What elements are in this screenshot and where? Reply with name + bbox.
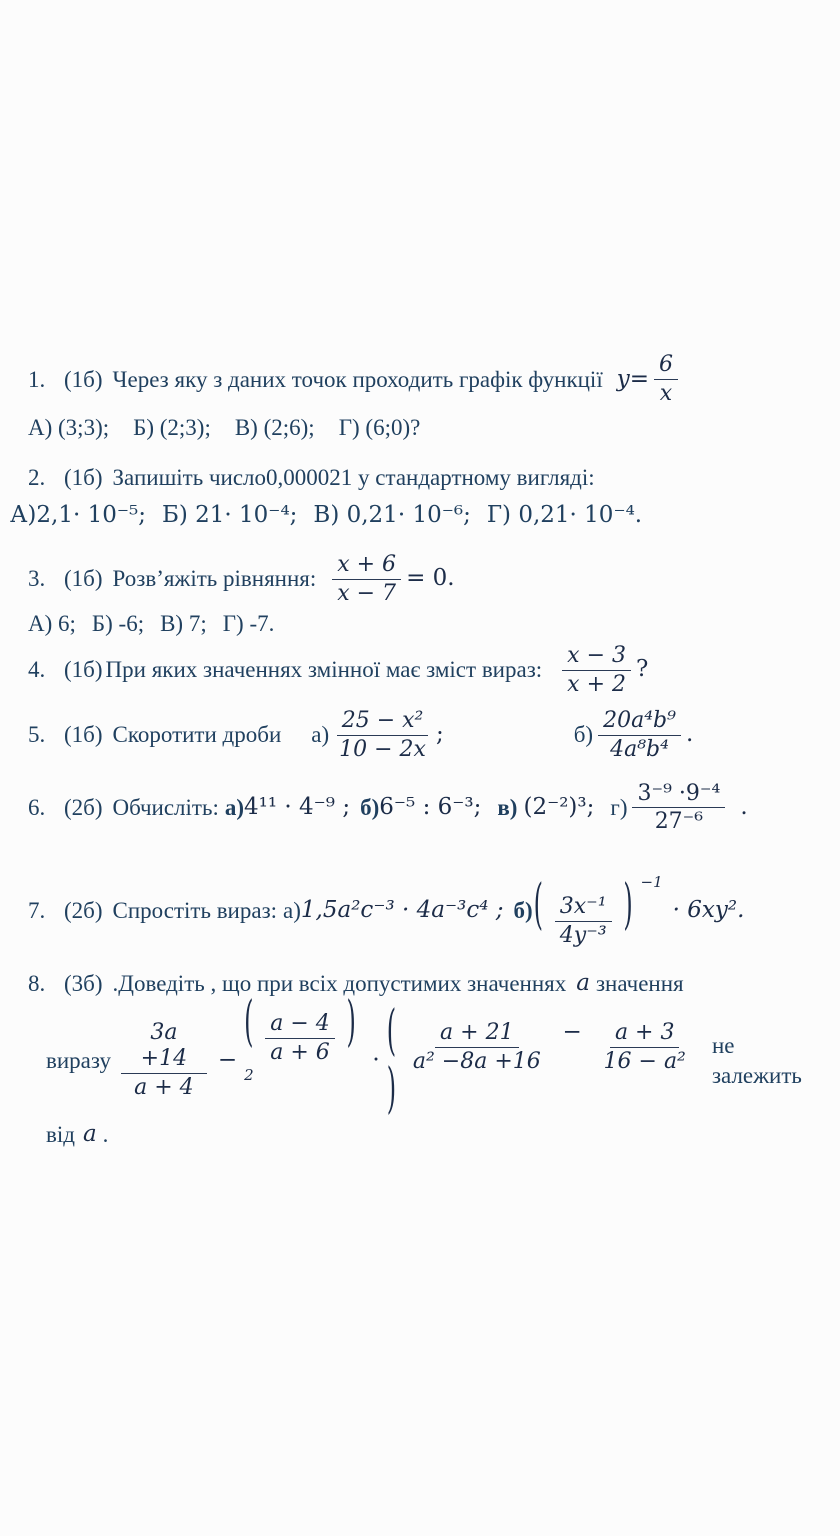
problem-5-statement: [28, 708, 824, 763]
points-badge: (3б): [64, 971, 103, 997]
fraction-b: [598, 708, 681, 763]
minus-operator: −: [217, 1046, 238, 1073]
item-b-label: б): [360, 795, 380, 821]
item-a-label: а): [311, 722, 330, 748]
points-badge: (1б): [64, 657, 103, 683]
points-badge: (1б): [64, 566, 103, 592]
option-a: А) (3;3);: [28, 414, 110, 440]
option-a: А)2,1· 10⁻⁵;: [10, 501, 146, 528]
option-b: Б) (2;3);: [133, 414, 211, 440]
paren-group-difference: [386, 998, 696, 1121]
problem-text: Спростіть вираз:: [112, 898, 278, 924]
option-b: Б) 21· 10⁻⁴;: [161, 501, 298, 528]
problem-text: Обчисліть:: [112, 795, 219, 821]
fraction-2: [265, 1011, 335, 1066]
formula-lead: виразу: [46, 1047, 111, 1073]
problem-1: [28, 352, 824, 441]
fraction-numerator: 20a⁴b⁹: [598, 708, 681, 736]
dot-operator: ·: [372, 1046, 380, 1073]
problem-8-formula: [46, 989, 824, 1121]
problem-number: 8.: [28, 971, 46, 997]
left-paren: (: [244, 989, 254, 1053]
fraction: [562, 643, 631, 698]
fraction-b: [555, 894, 612, 949]
fraction: [654, 352, 678, 407]
problem-number: 6.: [28, 795, 46, 821]
problem-text: .Доведіть , що при всіх допустимих значеннях: [112, 971, 567, 997]
points-badge: (1б): [64, 464, 103, 490]
points-badge: (1б): [64, 722, 103, 748]
problem-2-options: [10, 502, 824, 528]
fraction-4: [599, 1020, 691, 1075]
problem-2: [10, 463, 824, 528]
end-period: .: [102, 1122, 109, 1148]
function-lead: y=: [616, 365, 649, 392]
expression-b: 6⁻⁵ : 6⁻³;: [379, 794, 482, 821]
fraction-denominator: a + 4: [134, 1075, 194, 1101]
fraction-a: [334, 708, 431, 763]
end-period: .: [685, 721, 694, 748]
variable-a: а: [576, 970, 590, 997]
item-a-label: а): [283, 898, 301, 924]
problem-8-statement: [28, 969, 824, 999]
problem-4-statement: [28, 643, 824, 698]
fraction-denominator: a² −8a +16: [412, 1048, 541, 1074]
right-paren: ): [623, 873, 633, 937]
option-g: Г) 0,21· 10⁻⁴.: [486, 501, 643, 528]
question-mark: ?: [636, 656, 649, 683]
paren-group: [533, 873, 663, 949]
problem-1-options: [28, 415, 824, 441]
option-v: В) 0,21· 10⁻⁶;: [313, 501, 471, 528]
fraction-denominator: x + 2: [567, 671, 626, 697]
problem-8: [28, 969, 824, 1150]
fraction-denominator: 10 − 2x: [339, 736, 426, 762]
fraction-numerator: 3a +14: [121, 1020, 207, 1074]
fraction-denominator: x: [659, 380, 673, 406]
fraction-numerator: 3x⁻¹: [555, 894, 612, 922]
fraction-denominator: 4a⁸b⁴: [610, 736, 669, 762]
fraction-numerator: 3⁻⁹ ·9⁻⁴: [632, 781, 725, 809]
expression-c: (2⁻²)³;: [523, 794, 595, 821]
expression-b-tail: · 6xy².: [672, 897, 745, 924]
left-paren: (: [386, 998, 397, 1062]
fraction-d: [632, 781, 725, 836]
paren-group-squared: [243, 989, 366, 1114]
formula-tail: не залежить: [711, 1032, 802, 1088]
problem-number: 4.: [28, 657, 46, 683]
right-paren: ): [346, 989, 356, 1053]
item-d-label: г): [610, 795, 628, 821]
left-paren: (: [533, 873, 544, 937]
fraction: [332, 552, 401, 607]
problem-text: Скоротити дроби: [112, 722, 282, 748]
points-badge: (1б): [64, 366, 103, 392]
fraction-denominator: a + 6: [270, 1040, 330, 1066]
item-a-label: а): [224, 795, 245, 821]
problem-6-statement: [28, 781, 824, 836]
item-c-label: в): [497, 795, 518, 821]
fraction-numerator: x + 6: [332, 552, 401, 580]
problem-number: 2.: [28, 464, 46, 490]
separator: ;: [435, 721, 444, 748]
fraction-numerator: x − 3: [562, 643, 631, 671]
problem-text: При яких значеннях змінної має зміст вираз:: [105, 657, 543, 683]
option-v: В) 7;: [160, 610, 207, 636]
fraction-3: [408, 1020, 546, 1075]
option-v: В) (2;6);: [234, 414, 315, 440]
problem-1-statement: [28, 352, 824, 407]
fraction-denominator: 16 − a²: [603, 1048, 686, 1074]
problem-8-last-line: [46, 1120, 824, 1150]
fraction-denominator: 27⁻⁶: [654, 809, 704, 835]
problem-3-statement: [28, 552, 824, 607]
problem-text: Розв’яжіть рівняння:: [112, 566, 317, 592]
problem-6: [28, 781, 824, 836]
end-period: .: [740, 794, 748, 821]
option-b: Б) -6;: [91, 610, 145, 636]
problem-2-statement: [28, 463, 824, 493]
fraction-1: [121, 1020, 207, 1101]
problem-text-2: значення: [595, 971, 684, 997]
problem-7-statement: [28, 873, 824, 949]
right-paren: ): [386, 1057, 397, 1121]
problem-3-options: [28, 611, 824, 637]
problem-number: 5.: [28, 722, 46, 748]
problem-5: [28, 708, 824, 763]
expression-a: 1,5a²c⁻³ · 4a⁻³c⁴ ;: [300, 897, 504, 924]
group-exponent: 2: [244, 1066, 254, 1085]
fraction-numerator: 25 − x²: [337, 708, 429, 736]
item-b-label: б): [573, 722, 594, 748]
minus-operator: −: [562, 1018, 582, 1045]
problem-7: [28, 873, 824, 949]
problem-number: 1.: [28, 366, 46, 392]
problem-text: Запишіть число0,000021 у стандартному вигляді:: [112, 464, 595, 490]
points-badge: (2б): [64, 795, 103, 821]
variable-a: а: [82, 1121, 97, 1148]
expression-a: 4¹¹ · 4⁻⁹ ;: [244, 794, 351, 821]
problem-number: 7.: [28, 898, 46, 924]
fraction-numerator: 6: [654, 352, 678, 380]
problem-number: 3.: [28, 566, 46, 592]
problem-text: Через яку з даних точок проходить графік функції: [112, 366, 603, 392]
option-a: А) 6;: [28, 610, 76, 636]
fraction-denominator: 4y⁻³: [559, 923, 607, 949]
worksheet-content: [10, 352, 824, 1150]
option-g: Г) -7.: [222, 610, 275, 636]
fraction-numerator: a + 3: [610, 1020, 680, 1048]
group-exponent: −1: [640, 873, 663, 892]
problem-4: [28, 643, 824, 698]
fraction-numerator: a + 21: [435, 1020, 519, 1048]
points-badge: (2б): [64, 898, 103, 924]
item-b-label: б): [513, 898, 533, 924]
option-g: Г) (6;0)?: [338, 414, 421, 440]
fraction-denominator: x − 7: [337, 580, 397, 606]
equation-rhs: = 0.: [406, 565, 455, 592]
last-line-lead: від: [46, 1122, 75, 1148]
fraction-numerator: a − 4: [265, 1011, 335, 1039]
problem-3: [28, 552, 824, 637]
